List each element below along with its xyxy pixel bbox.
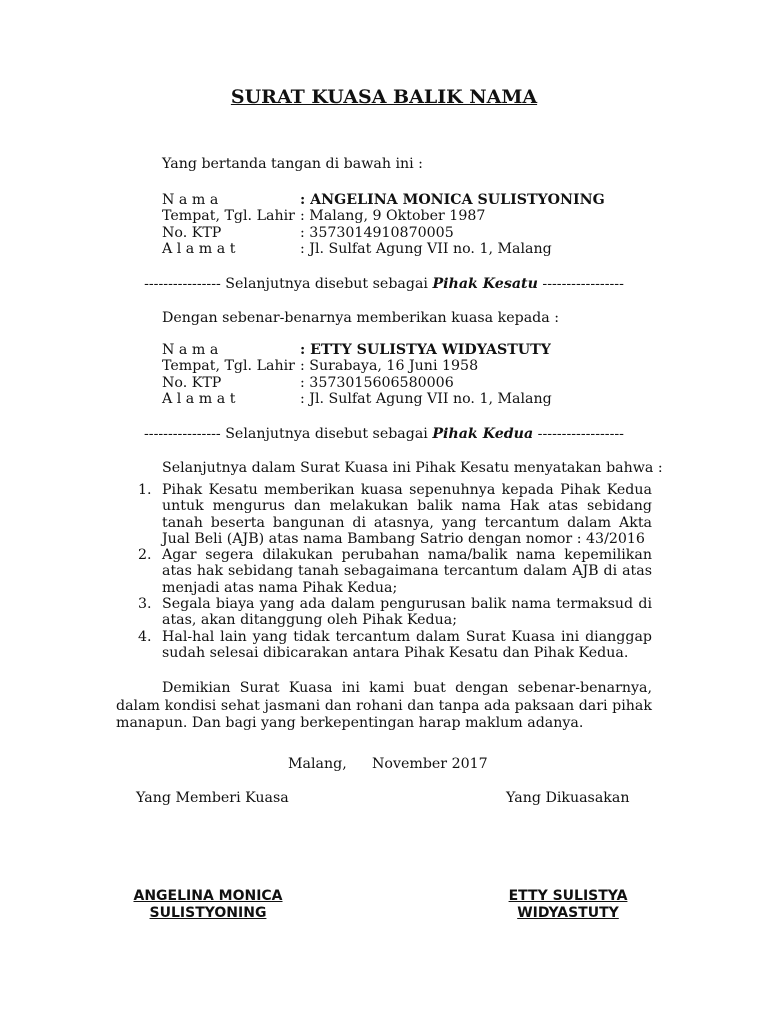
pihak1-details <box>162 192 722 257</box>
pihak-kedua-term: Pihak Kedua <box>432 426 534 442</box>
pihak2-ttl-value: : Surabaya, 16 Juni 1958 <box>300 358 479 375</box>
list-item: 4. Hal-hal lain yang tidak tercantum dalam Surat Kuasa ini dianggap sudah selesai dibicarakan antara Pihak Kesatu dan Pihak Kedua. <box>138 628 652 661</box>
statement-text: Selanjutnya dalam Surat Kuasa ini Pihak Kesatu menyatakan bahwa : <box>162 460 663 476</box>
receiver-signature-name: ETTY SULISTYA WIDYASTUTY <box>508 888 628 921</box>
pihak1-ttl-label: Tempat, Tgl. Lahir <box>162 208 295 225</box>
pihak2-details <box>162 342 722 407</box>
signing-place: Malang, <box>288 756 347 772</box>
list-item: 2. Agar segera dilakukan perubahan nama/balik nama kepemilikan atas hak sebidang tanah sebagaimana tercantum dalam AJB di atas menjadi atas nama Pihak Kedua; <box>138 547 652 596</box>
signing-date: November 2017 <box>372 756 488 772</box>
list-item: 3. Segala biaya yang ada dalam pengurusan balik nama termaksud di atas, akan ditanggung oleh Pihak Kedua; <box>138 596 652 629</box>
pihak1-ktp-value: : 3573014910870005 <box>300 224 454 241</box>
receiver-label: Yang Dikuasakan <box>506 790 630 806</box>
pihak1-ttl-value: : Malang, 9 Oktober 1987 <box>300 208 486 225</box>
pihak2-alamat-label: A l a m a t <box>162 390 236 407</box>
pihak2-alamat-value: : Jl. Sulfat Agung VII no. 1, Malang <box>300 390 552 407</box>
pihak1-nama-value: : ANGELINA MONICA SULISTYONING <box>300 192 605 208</box>
pihak-kesatu-term: Pihak Kesatu <box>432 276 538 292</box>
pihak1-alamat-value: : Jl. Sulfat Agung VII no. 1, Malang <box>300 240 552 257</box>
intro-text: Yang bertanda tangan di bawah ini : <box>162 156 423 172</box>
pihak2-ttl-label: Tempat, Tgl. Lahir <box>162 358 295 375</box>
giver-label: Yang Memberi Kuasa <box>136 790 289 806</box>
terms-list <box>120 482 652 661</box>
separator-pihak-kedua: ---------------- Selanjutnya disebut sebagai Pihak Kedua ------------------ <box>144 426 624 442</box>
pihak2-ktp-label: No. KTP <box>162 374 222 391</box>
giver-signature-name: ANGELINA MONICA SULISTYONING <box>133 888 283 921</box>
closing-paragraph: Demikian Surat Kuasa ini kami buat dengan sebenar-benarnya, dalam kondisi sehat jasmani dan rohani dan tanpa ada paksaan dari pihak manapun. Dan bagi yang berkepentingan harap maklum adanya. <box>116 680 652 731</box>
separator-pihak-kesatu: ---------------- Selanjutnya disebut sebagai Pihak Kesatu ----------------- <box>144 276 624 292</box>
pihak2-ktp-value: : 3573015606580006 <box>300 374 454 391</box>
pihak1-nama-label: N a m a <box>162 192 219 208</box>
list-item: 1. Pihak Kesatu memberikan kuasa sepenuhnya kepada Pihak Kedua untuk mengurus dan melakukan balik nama Hak atas sebidang tanah beserta bangunan di atasnya, yang tercantum dalam Akta Jual Beli (AJB) atas nama Bambang Satrio dengan nomor : 43/2016 <box>138 482 652 547</box>
document-title: SURAT KUASA BALIK NAMA <box>230 86 538 108</box>
pihak2-nama-label: N a m a <box>162 342 219 358</box>
kuasa-intro-text: Dengan sebenar-benarnya memberikan kuasa kepada : <box>162 310 560 326</box>
pihak2-nama-value: : ETTY SULISTYA WIDYASTUTY <box>300 342 551 358</box>
pihak1-alamat-label: A l a m a t <box>162 240 236 257</box>
pihak1-ktp-label: No. KTP <box>162 224 222 241</box>
